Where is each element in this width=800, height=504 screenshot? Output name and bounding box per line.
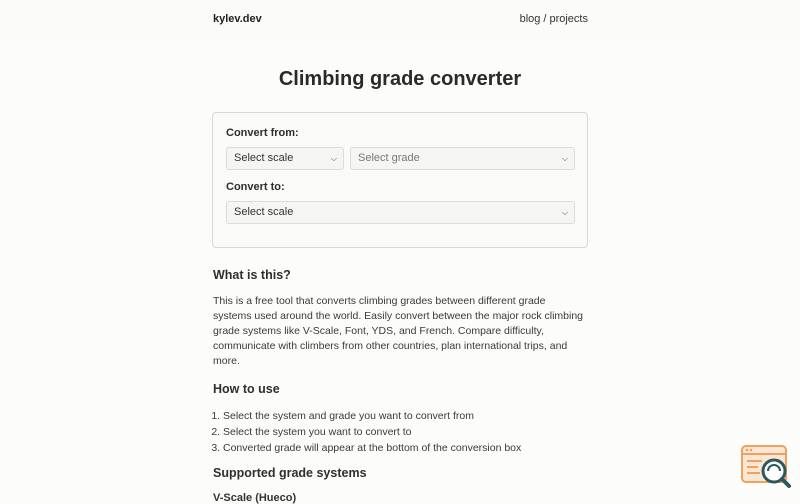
list-item: 3. Converted grade will appear at the bottom of the conversion box — [223, 440, 521, 456]
grade-system-heading-vscale: V-Scale (Hueco) — [213, 492, 297, 504]
list-item: 2. Select the system you want to convert to — [223, 424, 521, 440]
chevron-down-icon: ⌵ — [561, 154, 568, 163]
from-scale-value: Select scale — [234, 152, 294, 164]
converter-box — [212, 112, 588, 248]
chevron-down-icon: ⌵ — [330, 154, 337, 163]
supported-systems-heading: Supported grade systems — [213, 466, 367, 480]
to-scale-value: Select scale — [234, 206, 294, 218]
convert-to-label: Convert to: — [226, 181, 285, 193]
nav-separator: / — [543, 13, 547, 25]
from-scale-select[interactable] — [226, 147, 344, 170]
list-item: 1. Select the system and grade you want to convert from — [223, 408, 521, 424]
from-grade-value: Select grade — [358, 152, 420, 164]
chevron-down-icon: ⌵ — [561, 208, 568, 217]
top-bar — [0, 0, 800, 40]
search-window-icon[interactable] — [740, 444, 792, 490]
brand-link[interactable]: kylev.dev — [213, 13, 262, 25]
convert-from-label: Convert from: — [226, 127, 299, 139]
nav-link-blog[interactable]: blog — [519, 13, 541, 25]
page-title: Climbing grade converter — [278, 68, 522, 90]
to-scale-select[interactable] — [226, 201, 575, 224]
how-to-use-steps — [213, 408, 521, 456]
about-paragraph: This is a free tool that converts climbing grades between different grade systems used around the world. Easily convert between the major rock climbing grade systems like V-Scale, Font, YDS, and French. Compare difficulty, communicate with climbers from other countries, plan international trips, and more. — [213, 295, 584, 367]
about-heading: What is this? — [213, 268, 291, 282]
nav-link-projects[interactable]: projects — [549, 13, 588, 25]
how-to-use-heading: How to use — [213, 382, 280, 396]
from-grade-select[interactable] — [350, 147, 575, 170]
top-nav — [520, 13, 588, 25]
